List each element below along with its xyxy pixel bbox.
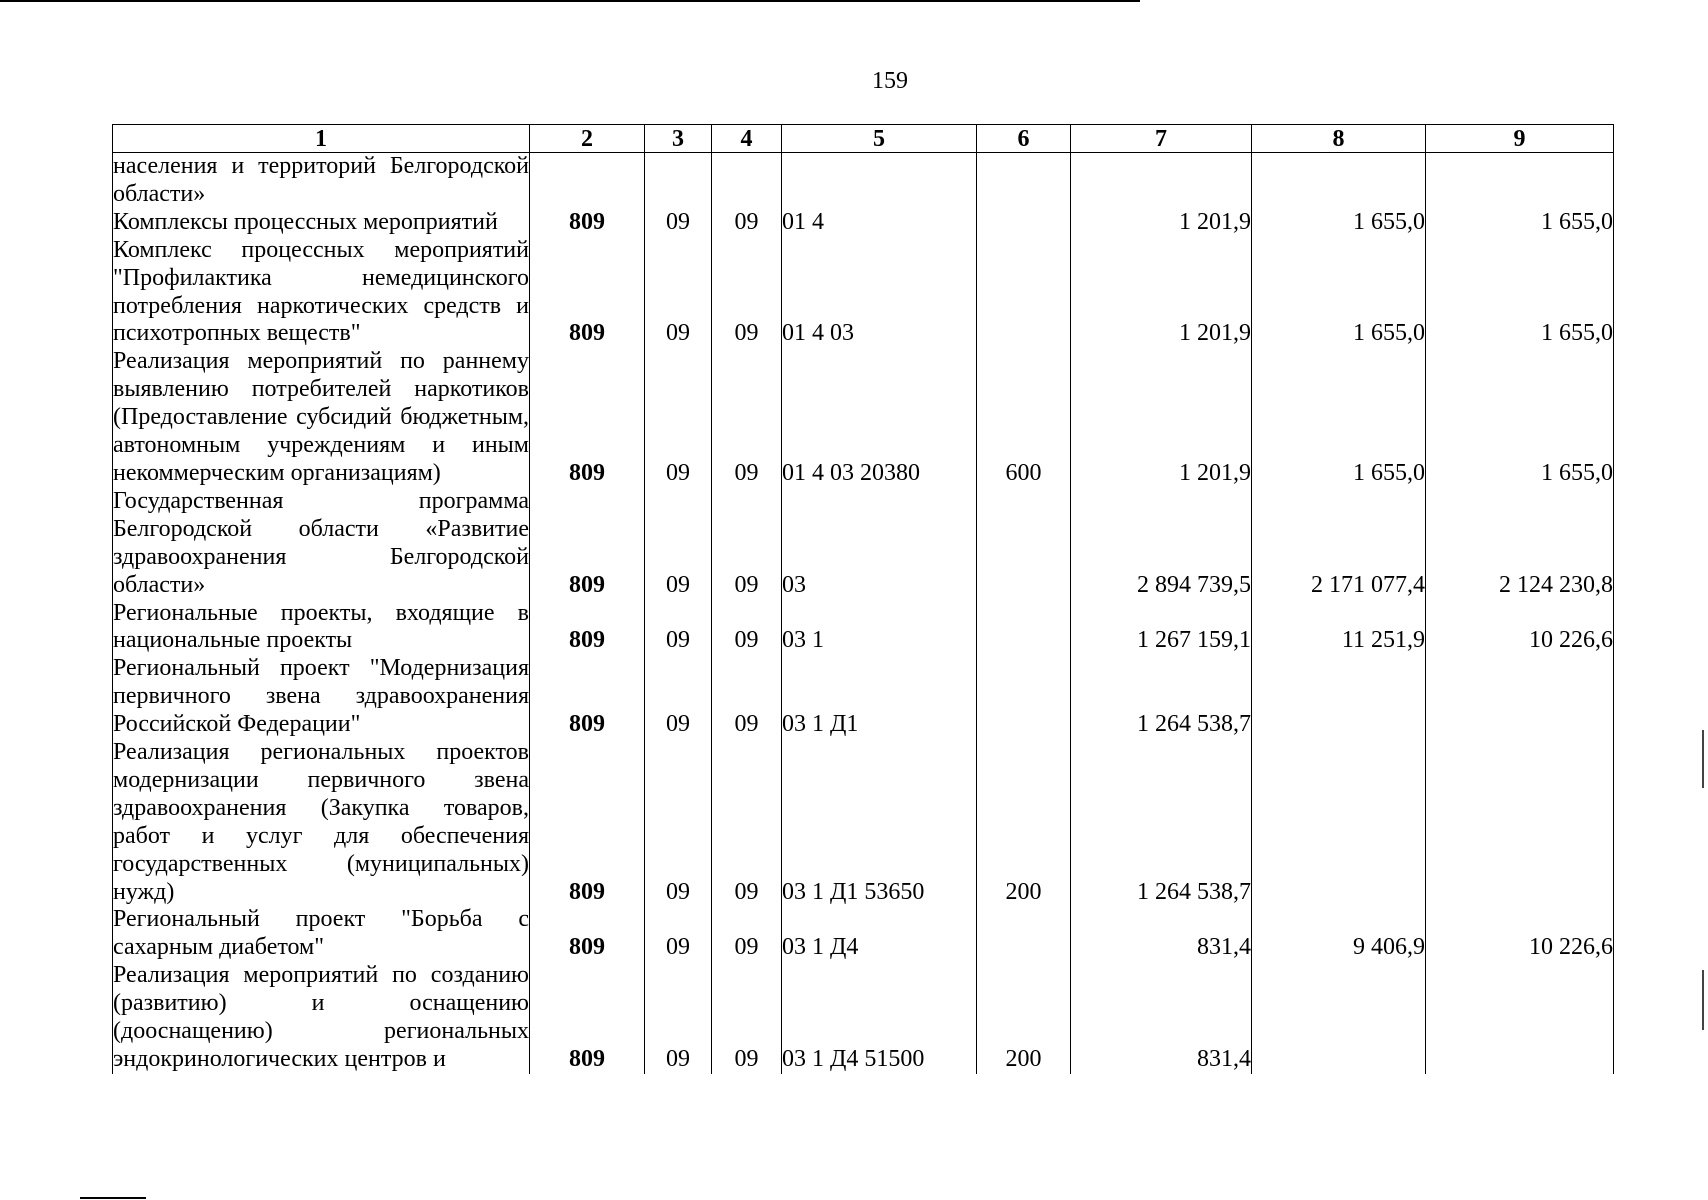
admin-code-cell: 809: [530, 348, 645, 488]
table-row: [113, 600, 1614, 656]
amount-year3-cell: [1426, 655, 1614, 739]
table-body: [113, 153, 1614, 1074]
expense-type-cell: [977, 906, 1071, 962]
budget-table: [112, 124, 1614, 1074]
table-row: [113, 739, 1614, 906]
target-article-cell: 03 1 Д1 53650: [782, 739, 977, 906]
row-name-cell: Реализация мероприятий по созданию (развитию) и оснащению (дооснащению) региональных эндокринологических центров и: [113, 962, 529, 1072]
admin-code-cell: 809: [530, 962, 645, 1074]
subsection-code-cell: 09: [712, 209, 782, 237]
page-number: 159: [872, 68, 908, 94]
section-code-cell: 09: [645, 906, 712, 962]
amount-year3-cell: 1 655,0: [1426, 348, 1614, 488]
column-header: 4: [712, 125, 782, 153]
scan-edge-line: [0, 0, 1140, 2]
row-name-cell: Региональный проект "Модернизация первичного звена здравоохранения Российской Федерации": [113, 655, 529, 738]
section-code-cell: 09: [645, 237, 712, 349]
admin-code-cell: 809: [530, 209, 645, 237]
amount-year2-cell: 9 406,9: [1252, 906, 1426, 962]
target-article-cell: 03 1: [782, 600, 977, 656]
target-article-cell: 01 4 03: [782, 237, 977, 349]
column-header: 8: [1252, 125, 1426, 153]
amount-year1-cell: 1 267 159,1: [1071, 600, 1252, 656]
section-code-cell: 09: [645, 209, 712, 237]
row-name-cell: Региональные проекты, входящие в национальные проекты: [113, 599, 529, 654]
amount-year2-cell: [1252, 962, 1426, 1074]
subsection-code-cell: 09: [712, 237, 782, 349]
row-name-cell: Комплекс процессных мероприятий "Профилактика немедицинского потребления наркотических средств и психотропных веществ": [113, 236, 529, 347]
table-row: [113, 348, 1614, 488]
column-header: 3: [645, 125, 712, 153]
admin-code-cell: 809: [530, 600, 645, 656]
expense-type-cell: 600: [977, 348, 1071, 488]
amount-year1-cell: 1 201,9: [1071, 209, 1252, 237]
target-article-cell: 01 4 03 20380: [782, 348, 977, 488]
row-name-cell: Реализация мероприятий по раннему выявлению потребителей наркотиков (Предоставление субсидий бюджетным, автономным учреждениям и иным некоммерческим организациям): [113, 348, 529, 486]
expense-type-cell: 200: [977, 739, 1071, 906]
column-header: 5: [782, 125, 977, 153]
table-row: [113, 153, 1614, 209]
table-row: [113, 488, 1614, 600]
subsection-code-cell: 09: [712, 655, 782, 739]
column-header: 7: [1071, 125, 1252, 153]
amount-year3-cell: [1426, 153, 1614, 209]
row-name-cell: населения и территорий Белгородской области»: [113, 153, 529, 207]
admin-code-cell: 809: [530, 237, 645, 349]
scan-edge-mark: [1702, 970, 1704, 1030]
expense-type-cell: 200: [977, 962, 1071, 1074]
subsection-code-cell: 09: [712, 600, 782, 656]
row-name-cell: Государственная программа Белгородской области «Развитие здравоохранения Белгородской области»: [113, 487, 529, 598]
amount-year1-cell: [1071, 153, 1252, 209]
target-article-cell: 03: [782, 488, 977, 600]
amount-year2-cell: 1 655,0: [1252, 237, 1426, 349]
table-header-row: [113, 125, 1614, 153]
amount-year3-cell: [1426, 739, 1614, 906]
subsection-code-cell: 09: [712, 906, 782, 962]
amount-year1-cell: 1 201,9: [1071, 348, 1252, 488]
scan-edge-mark: [1702, 730, 1704, 788]
subsection-code-cell: 09: [712, 488, 782, 600]
expense-type-cell: [977, 153, 1071, 209]
target-article-cell: 03 1 Д4 51500: [782, 962, 977, 1074]
admin-code-cell: 809: [530, 906, 645, 962]
expense-type-cell: [977, 600, 1071, 656]
amount-year2-cell: 1 655,0: [1252, 348, 1426, 488]
table-row: [113, 237, 1614, 349]
admin-code-cell: 809: [530, 488, 645, 600]
expense-type-cell: [977, 488, 1071, 600]
scan-edge-mark: [80, 1197, 146, 1199]
amount-year2-cell: [1252, 739, 1426, 906]
amount-year1-cell: 1 264 538,7: [1071, 655, 1252, 739]
admin-code-cell: [530, 153, 645, 209]
amount-year1-cell: 1 201,9: [1071, 237, 1252, 349]
section-code-cell: 09: [645, 348, 712, 488]
expense-type-cell: [977, 237, 1071, 349]
table-row: [113, 655, 1614, 739]
subsection-code-cell: [712, 153, 782, 209]
amount-year2-cell: [1252, 153, 1426, 209]
amount-year1-cell: 1 264 538,7: [1071, 739, 1252, 906]
section-code-cell: 09: [645, 962, 712, 1074]
target-article-cell: 03 1 Д1: [782, 655, 977, 739]
subsection-code-cell: 09: [712, 739, 782, 906]
column-header: 6: [977, 125, 1071, 153]
column-header: 2: [530, 125, 645, 153]
amount-year3-cell: 2 124 230,8: [1426, 488, 1614, 600]
amount-year2-cell: 1 655,0: [1252, 209, 1426, 237]
amount-year3-cell: 1 655,0: [1426, 209, 1614, 237]
amount-year3-cell: 10 226,6: [1426, 906, 1614, 962]
amount-year2-cell: 11 251,9: [1252, 600, 1426, 656]
row-name-cell: Региональный проект "Борьба с сахарным диабетом": [113, 906, 529, 961]
amount-year2-cell: [1252, 655, 1426, 739]
expense-type-cell: [977, 209, 1071, 237]
section-code-cell: 09: [645, 655, 712, 739]
admin-code-cell: 809: [530, 739, 645, 906]
target-article-cell: 03 1 Д4: [782, 906, 977, 962]
admin-code-cell: 809: [530, 655, 645, 739]
target-article-cell: 01 4: [782, 209, 977, 237]
subsection-code-cell: 09: [712, 348, 782, 488]
table-row: [113, 962, 1614, 1074]
column-header: 9: [1426, 125, 1614, 153]
row-name-cell: Реализация региональных проектов модернизации первичного звена здравоохранения (Закупка товаров, работ и услуг для обеспечения государственных (муниципальных) нужд): [113, 739, 529, 905]
section-code-cell: 09: [645, 600, 712, 656]
section-code-cell: [645, 153, 712, 209]
amount-year1-cell: 831,4: [1071, 962, 1252, 1074]
table-row: [113, 209, 1614, 237]
section-code-cell: 09: [645, 739, 712, 906]
amount-year3-cell: 10 226,6: [1426, 600, 1614, 656]
amount-year2-cell: 2 171 077,4: [1252, 488, 1426, 600]
table-row: [113, 906, 1614, 962]
amount-year3-cell: [1426, 962, 1614, 1074]
row-name-cell: Комплексы процессных мероприятий: [113, 209, 530, 237]
target-article-cell: [782, 153, 977, 209]
column-header: 1: [113, 125, 530, 153]
expense-type-cell: [977, 655, 1071, 739]
section-code-cell: 09: [645, 488, 712, 600]
amount-year3-cell: 1 655,0: [1426, 237, 1614, 349]
amount-year1-cell: 831,4: [1071, 906, 1252, 962]
amount-year1-cell: 2 894 739,5: [1071, 488, 1252, 600]
subsection-code-cell: 09: [712, 962, 782, 1074]
